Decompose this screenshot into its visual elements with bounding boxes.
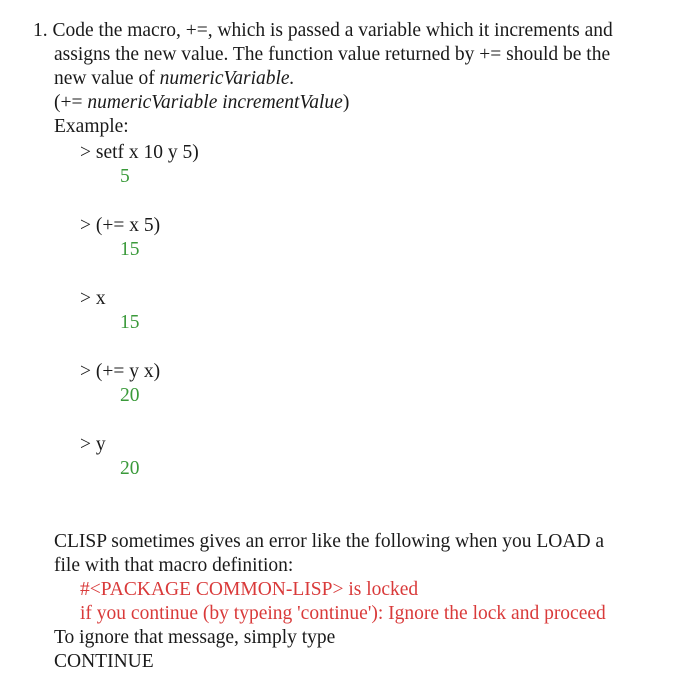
error-message-1: #<PACKAGE COMMON-LISP> is locked [80,579,419,600]
syntax-args: numericVariable incrementValue [87,92,343,113]
continue-command: CONTINUE [54,651,154,672]
clisp-note-line-2: file with that macro definition: [54,555,294,576]
macro-syntax [54,91,349,115]
example-result-5: 20 [120,458,140,479]
error-message-2: if you continue (by typeing 'continue'): Ignore the lock and proceed [80,603,606,624]
example-prompt-5: > y [80,434,106,455]
question-line-3-prefix: new value of [54,68,160,89]
syntax-close: ) [342,92,350,113]
clisp-note-line-1: CLISP sometimes gives an error like the following when you LOAD a [54,531,605,552]
example-result-1: 5 [120,166,130,187]
question-line-2: assigns the new value. The function value returned by += should be the [54,44,611,65]
numeric-variable-name: numericVariable. [159,68,295,89]
example-prompt-2: > (+= x 5) [80,215,161,236]
syntax-open: (+= [54,92,88,113]
example-prompt-4: > (+= y x) [80,361,161,382]
example-prompt-1: > setf x 10 y 5) [80,142,199,163]
question-line-3 [54,67,294,91]
clisp-note-line-3: To ignore that message, simply type [54,627,336,648]
example-result-4: 20 [120,385,140,406]
example-label: Example: [54,116,129,137]
example-result-3: 15 [120,312,140,333]
example-result-2: 15 [120,239,140,260]
question-line-1: 1. Code the macro, +=, which is passed a variable which it increments and [33,20,613,41]
example-prompt-3: > x [80,288,106,309]
